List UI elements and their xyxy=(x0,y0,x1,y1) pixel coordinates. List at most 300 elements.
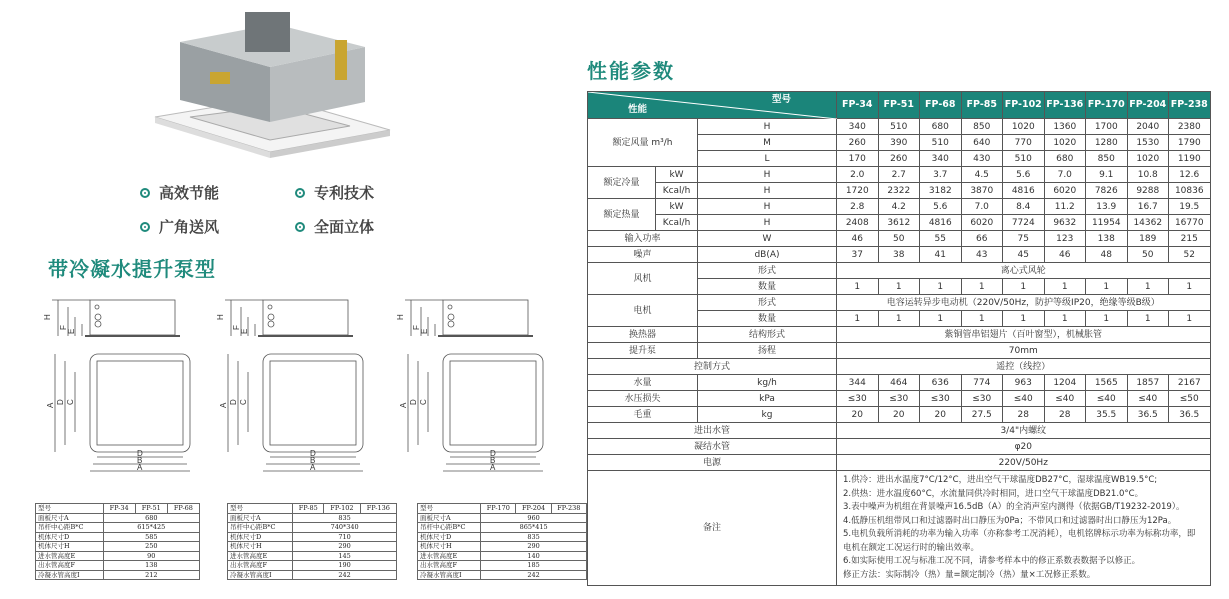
value-cell: 13.9 xyxy=(1086,199,1128,215)
value-cell: 8.4 xyxy=(1003,199,1045,215)
diagram-label-D: D xyxy=(137,449,143,458)
value-cell: 1790 xyxy=(1169,135,1211,151)
dimension-row xyxy=(36,523,200,533)
noise-row xyxy=(588,247,1211,263)
dimension-value: 290 xyxy=(481,542,587,552)
value-cell: 52 xyxy=(1169,247,1211,263)
value-cell: 1 xyxy=(1086,311,1128,327)
dimension-value: 212 xyxy=(103,570,199,580)
pipe-value: 3/4"内螺纹 xyxy=(837,423,1211,439)
dimension-label: 吊杆中心距B*C xyxy=(418,523,481,533)
value-cell: 46 xyxy=(1044,247,1086,263)
power-label: 输入功率 xyxy=(588,231,698,247)
sub-label: 数量 xyxy=(698,279,837,295)
value-cell: 215 xyxy=(1169,231,1211,247)
dimension-value: 140 xyxy=(481,551,587,561)
section-title: 带冷凝水提升泵型 xyxy=(48,257,216,281)
dimension-row xyxy=(36,513,200,523)
condensate-value: φ20 xyxy=(837,439,1211,455)
dimension-value: 680 xyxy=(103,513,199,523)
value-cell: 170 xyxy=(837,151,879,167)
value-cell: ≤30 xyxy=(920,391,962,407)
value-cell: 7826 xyxy=(1086,183,1128,199)
dimension-value: 250 xyxy=(103,542,199,552)
value-cell: 1 xyxy=(920,279,962,295)
bullet-icon xyxy=(295,222,305,232)
mode-cell: H xyxy=(698,183,837,199)
pressure_loss-label: 水压损失 xyxy=(588,391,698,407)
sub-label: 结构形式 xyxy=(698,327,837,343)
value-cell: 774 xyxy=(961,375,1003,391)
value-cell: 2408 xyxy=(837,215,879,231)
dimension-label: 冷凝水管高度I xyxy=(228,570,293,580)
control-row xyxy=(588,359,1211,375)
value-cell: 7724 xyxy=(1003,215,1045,231)
heat_exchanger-value: 紫铜管串铝翅片（百叶窗型），机械胀管 xyxy=(837,327,1211,343)
value-cell: 16770 xyxy=(1169,215,1211,231)
spec-title: 性能参数 xyxy=(587,59,675,83)
model-label: 型号 xyxy=(772,94,792,105)
dimension-row xyxy=(228,561,397,571)
value-cell: 9288 xyxy=(1127,183,1169,199)
dimension-value: 138 xyxy=(103,561,199,571)
value-cell: 4816 xyxy=(920,215,962,231)
unit-cell: Kcal/h xyxy=(656,215,698,231)
diagram-label-H: H xyxy=(396,314,405,320)
value-cell: 28 xyxy=(1003,407,1045,423)
unit-cell: kg xyxy=(698,407,837,423)
model-header: FP-34 xyxy=(837,92,879,119)
value-cell: 1360 xyxy=(1044,119,1086,135)
dimension-label: 机体尺寸H xyxy=(228,542,293,552)
value-cell: 1204 xyxy=(1044,375,1086,391)
cooling-row xyxy=(588,183,1211,199)
value-cell: 66 xyxy=(961,231,1003,247)
fan-type-row xyxy=(588,263,1211,279)
airflow-row xyxy=(588,119,1211,135)
dimension-row xyxy=(418,561,587,571)
value-cell: 3612 xyxy=(878,215,920,231)
water_flow-label: 水量 xyxy=(588,375,698,391)
value-cell: 510 xyxy=(1003,151,1045,167)
heating-row xyxy=(588,199,1211,215)
model-header: FP-238 xyxy=(1169,92,1211,119)
value-cell: 189 xyxy=(1127,231,1169,247)
value-cell: 50 xyxy=(1127,247,1169,263)
diagram-label-A: A xyxy=(137,463,143,472)
value-cell: 36.5 xyxy=(1169,407,1211,423)
model-header: FP-68 xyxy=(167,504,199,514)
unit-cell: kPa xyxy=(698,391,837,407)
header-row xyxy=(588,92,1211,119)
value-cell: ≤40 xyxy=(1044,391,1086,407)
diagram-label-F: F xyxy=(59,325,68,330)
pump-row xyxy=(588,343,1211,359)
model-header: FP-51 xyxy=(878,92,920,119)
diagram-label-B: B xyxy=(310,456,316,465)
value-cell: ≤50 xyxy=(1169,391,1211,407)
condensate-row xyxy=(588,439,1211,455)
diagram-label-D: D xyxy=(409,399,418,405)
value-cell: 2.8 xyxy=(837,199,879,215)
diagram-label-D: D xyxy=(229,399,238,405)
diagram-label-A: A xyxy=(399,402,408,408)
dimension-value: 710 xyxy=(293,532,397,542)
model-header: FP-34 xyxy=(103,504,135,514)
value-cell: 3870 xyxy=(961,183,1003,199)
model-header: FP-136 xyxy=(1044,92,1086,119)
dimension-value: 960 xyxy=(481,513,587,523)
diagram-label-D: D xyxy=(490,449,496,458)
value-cell: 963 xyxy=(1003,375,1045,391)
value-cell: 1 xyxy=(1127,279,1169,295)
value-cell: 1 xyxy=(878,279,920,295)
value-cell: 36.5 xyxy=(1127,407,1169,423)
dimension-label: 机体尺寸D xyxy=(418,532,481,542)
dimension-row xyxy=(418,523,587,533)
diagram-label-D: D xyxy=(56,399,65,405)
diagram-label-E: E xyxy=(240,328,249,334)
dimension-label: 出水管高度F xyxy=(228,561,293,571)
power_supply-value: 220V/50Hz xyxy=(837,455,1211,471)
value-cell: 1 xyxy=(837,279,879,295)
feature-label: 专利技术 xyxy=(314,184,375,202)
value-cell: 680 xyxy=(1044,151,1086,167)
value-cell: 1 xyxy=(1044,279,1086,295)
value-cell: 5.6 xyxy=(920,199,962,215)
fan-label: 风机 xyxy=(588,263,698,295)
model-header: FP-51 xyxy=(135,504,167,514)
model-header: FP-238 xyxy=(551,504,586,514)
diagram-label-D: D xyxy=(310,449,316,458)
dimension-label: 机体尺寸D xyxy=(36,532,104,542)
water_flow-row xyxy=(588,375,1211,391)
value-cell: 10836 xyxy=(1169,183,1211,199)
unit-cell: Kcal/h xyxy=(656,183,698,199)
header-diagonal-cell xyxy=(588,92,837,119)
model-header: FP-170 xyxy=(481,504,516,514)
dimension-label: 进水管高度E xyxy=(36,551,104,561)
value-cell: 1190 xyxy=(1169,151,1211,167)
value-cell: 260 xyxy=(878,151,920,167)
dimension-value: 242 xyxy=(481,570,587,580)
value-cell: 48 xyxy=(1086,247,1128,263)
mode-cell: H xyxy=(698,119,837,135)
value-cell: 2322 xyxy=(878,183,920,199)
dimension-table xyxy=(417,503,587,580)
value-cell: 27.5 xyxy=(961,407,1003,423)
unit-cell: kg/h xyxy=(698,375,837,391)
pipe-label: 进出水管 xyxy=(588,423,837,439)
notes-label: 备注 xyxy=(588,471,837,586)
value-cell: 1020 xyxy=(1044,135,1086,151)
value-cell: 1 xyxy=(1169,311,1211,327)
fan-type-value: 离心式风轮 xyxy=(837,263,1211,279)
diagram-label-H: H xyxy=(43,314,52,320)
diagram-label-C: C xyxy=(419,399,428,405)
diagram-label-E: E xyxy=(420,328,429,334)
value-cell: 4.2 xyxy=(878,199,920,215)
diagram-label-C: C xyxy=(66,399,75,405)
mode-cell: H xyxy=(698,199,837,215)
value-cell: 390 xyxy=(878,135,920,151)
value-cell: 14362 xyxy=(1127,215,1169,231)
value-cell: 3182 xyxy=(920,183,962,199)
feature-label: 全面立体 xyxy=(314,218,375,236)
dimension-row xyxy=(36,570,200,580)
dimension-row xyxy=(36,542,200,552)
dimension-row xyxy=(228,532,397,542)
value-cell: 1565 xyxy=(1086,375,1128,391)
value-cell: ≤30 xyxy=(878,391,920,407)
value-cell: 1530 xyxy=(1127,135,1169,151)
value-cell: 1 xyxy=(1127,311,1169,327)
dimension-value: 740*340 xyxy=(293,523,397,533)
diagonal-line xyxy=(588,92,837,119)
heating-row xyxy=(588,215,1211,231)
value-cell: 850 xyxy=(1086,151,1128,167)
value-cell: 1 xyxy=(1086,279,1128,295)
value-cell: 1 xyxy=(837,311,879,327)
motor-label: 电机 xyxy=(588,295,698,327)
value-cell: 4816 xyxy=(1003,183,1045,199)
value-cell: 770 xyxy=(1003,135,1045,151)
dimension-value: 242 xyxy=(293,570,397,580)
diagram-label-B: B xyxy=(137,456,143,465)
value-cell: 1280 xyxy=(1086,135,1128,151)
dimension-label: 面板尺寸A xyxy=(418,513,481,523)
weight-label: 毛重 xyxy=(588,407,698,423)
model-header: FP-102 xyxy=(1003,92,1045,119)
note-line: 4.低静压机组带风口和过滤器时出口静压为0Pa；不带风口和过滤器时出口静压为12Pa。 xyxy=(843,515,1177,526)
value-cell: 680 xyxy=(920,119,962,135)
value-cell: 430 xyxy=(961,151,1003,167)
pump-label: 提升泵 xyxy=(588,343,698,359)
dimension-label: 机体尺寸D xyxy=(228,532,293,542)
dimension-label: 进水管高度E xyxy=(228,551,293,561)
feature-label: 高效节能 xyxy=(159,184,220,202)
motor-type-row xyxy=(588,295,1211,311)
sub-label: 形式 xyxy=(698,295,837,311)
dimension-value: 145 xyxy=(293,551,397,561)
value-cell: 35.5 xyxy=(1086,407,1128,423)
bullet-icon xyxy=(295,188,305,198)
product-image xyxy=(150,2,395,170)
spec-table xyxy=(587,91,1211,586)
diagram-label-F: F xyxy=(412,325,421,330)
value-cell: 138 xyxy=(1086,231,1128,247)
dimension-label: 机体尺寸H xyxy=(418,542,481,552)
cooling-label: 额定冷量 xyxy=(588,167,656,199)
cooling-row xyxy=(588,167,1211,183)
dimension-label: 进水管高度E xyxy=(418,551,481,561)
airflow-label: 额定风量 m³/h xyxy=(588,119,698,167)
value-cell: 28 xyxy=(1044,407,1086,423)
value-cell: 3.7 xyxy=(920,167,962,183)
value-cell: 636 xyxy=(920,375,962,391)
value-cell: 2040 xyxy=(1127,119,1169,135)
value-cell: 4.5 xyxy=(961,167,1003,183)
dimension-row xyxy=(418,513,587,523)
value-cell: 5.6 xyxy=(1003,167,1045,183)
dimension-label: 面板尺寸A xyxy=(36,513,104,523)
diagram-label-A: A xyxy=(46,402,55,408)
value-cell: 1 xyxy=(961,279,1003,295)
note-line: 3.表中噪声为机组在背景噪声16.5dB（A）的全消声室内测得（依据GB/T19232-2019）。 xyxy=(843,502,1185,512)
value-cell: 19.5 xyxy=(1169,199,1211,215)
bullet-icon xyxy=(140,222,150,232)
weight-row xyxy=(588,407,1211,423)
feature-item xyxy=(140,182,219,203)
dimension-value: 290 xyxy=(293,542,397,552)
pump-value: 70mm xyxy=(837,343,1211,359)
dimension-label: 出水管高度F xyxy=(36,561,104,571)
value-cell: 1 xyxy=(1044,311,1086,327)
model-header: FP-136 xyxy=(360,504,396,514)
dimension-value: 185 xyxy=(481,561,587,571)
power_supply-label: 电源 xyxy=(588,455,837,471)
value-cell: 6020 xyxy=(1044,183,1086,199)
control-label: 控制方式 xyxy=(588,359,837,375)
value-cell: 510 xyxy=(878,119,920,135)
power-row xyxy=(588,231,1211,247)
dimension-label: 吊杆中心距B*C xyxy=(228,523,293,533)
value-cell: 45 xyxy=(1003,247,1045,263)
dimension-diagram xyxy=(40,290,200,480)
dimension-label: 冷凝水管高度I xyxy=(418,570,481,580)
header-label: 型号 xyxy=(36,504,104,514)
value-cell: 7.0 xyxy=(961,199,1003,215)
diagram-label-C: C xyxy=(239,399,248,405)
value-cell: 20 xyxy=(878,407,920,423)
dimension-row xyxy=(228,542,397,552)
value-cell: 464 xyxy=(878,375,920,391)
value-cell: 9632 xyxy=(1044,215,1086,231)
value-cell: 1720 xyxy=(837,183,879,199)
mode-cell: L xyxy=(698,151,837,167)
header-label: 型号 xyxy=(418,504,481,514)
model-header: FP-204 xyxy=(1127,92,1169,119)
value-cell: 1020 xyxy=(1003,119,1045,135)
mode-cell: H xyxy=(698,215,837,231)
value-cell: 41 xyxy=(920,247,962,263)
dimension-value: 585 xyxy=(103,532,199,542)
value-cell: 510 xyxy=(920,135,962,151)
dimension-value: 835 xyxy=(293,513,397,523)
value-cell: 640 xyxy=(961,135,1003,151)
motor-type-value: 电容运转异步电动机（220V/50Hz，防护等级IP20，绝缘等级B级） xyxy=(837,295,1211,311)
value-cell: 20 xyxy=(920,407,962,423)
diagram-label-A: A xyxy=(310,463,316,472)
value-cell: 1 xyxy=(920,311,962,327)
sub-label: 形式 xyxy=(698,263,837,279)
value-cell: 20 xyxy=(837,407,879,423)
noise-label: 噪声 xyxy=(588,247,698,263)
value-cell: 1700 xyxy=(1086,119,1128,135)
note-line: 5.电机负载所消耗的功率为输入功率（亦称参考工况消耗），电机铭牌标示功率为标称功率，即电机在额定工况运行时的输出效率。 xyxy=(843,529,1196,553)
condensate-label: 凝结水管 xyxy=(588,439,837,455)
value-cell: ≤40 xyxy=(1086,391,1128,407)
value-cell: 340 xyxy=(837,119,879,135)
dimension-row xyxy=(36,561,200,571)
unit-cell: kW xyxy=(656,199,698,215)
value-cell: 1 xyxy=(1003,279,1045,295)
note-line: 6.如实际使用工况与标准工况不同，请参考样本中的修正系数表数据予以修正。 xyxy=(843,556,1141,566)
dimension-label: 冷凝水管高度I xyxy=(36,570,104,580)
note-line: 2.供热：进水温度60°C，水流量同供冷时相同，进口空气干球温度DB21.0°C。 xyxy=(843,488,1144,499)
dimension-value: 190 xyxy=(293,561,397,571)
value-cell: 2.7 xyxy=(878,167,920,183)
dimension-row xyxy=(418,551,587,561)
sub-label: 扬程 xyxy=(698,343,837,359)
note-line: 修正方法：实际制冷（热）量=额定制冷（热）量×工况修正系数。 xyxy=(843,569,1096,580)
value-cell: 37 xyxy=(837,247,879,263)
diagram-label-B: B xyxy=(490,456,496,465)
value-cell: 75 xyxy=(1003,231,1045,247)
dimension-row xyxy=(36,532,200,542)
value-cell: 7.0 xyxy=(1044,167,1086,183)
unit-cell: W xyxy=(698,231,837,247)
unit-cell: kW xyxy=(656,167,698,183)
dimension-header-row xyxy=(36,504,200,514)
value-cell: 50 xyxy=(878,231,920,247)
dimension-row xyxy=(228,570,397,580)
value-cell: 123 xyxy=(1044,231,1086,247)
value-cell: 1857 xyxy=(1127,375,1169,391)
dimension-header-row xyxy=(418,504,587,514)
diagram-label-A: A xyxy=(219,402,228,408)
dimension-label: 吊杆中心距B*C xyxy=(36,523,104,533)
model-header: FP-170 xyxy=(1086,92,1128,119)
value-cell: 2167 xyxy=(1169,375,1211,391)
value-cell: 55 xyxy=(920,231,962,247)
value-cell: 46 xyxy=(837,231,879,247)
dimension-row xyxy=(418,570,587,580)
feature-label: 广角送风 xyxy=(159,218,220,236)
bullet-icon xyxy=(140,188,150,198)
dimension-row xyxy=(228,523,397,533)
pressure_loss-row xyxy=(588,391,1211,407)
notes-content xyxy=(837,471,1211,586)
value-cell: 1 xyxy=(1003,311,1045,327)
heating-label: 额定热量 xyxy=(588,199,656,231)
diagram-label-H: H xyxy=(216,314,225,320)
diagram-label-E: E xyxy=(67,328,76,334)
note-line: 1.供冷：进出水温度7°C/12°C，进出空气干球温度DB27°C，湿球温度WB19.5°C; xyxy=(843,475,1158,485)
pipe-row xyxy=(588,423,1211,439)
dimension-diagram xyxy=(213,290,373,480)
value-cell: ≤30 xyxy=(961,391,1003,407)
value-cell: 43 xyxy=(961,247,1003,263)
value-cell: 12.6 xyxy=(1169,167,1211,183)
feature-item xyxy=(295,216,374,237)
dimension-row xyxy=(228,551,397,561)
heat_exchanger-row xyxy=(588,327,1211,343)
value-cell: 9.1 xyxy=(1086,167,1128,183)
value-cell: 344 xyxy=(837,375,879,391)
value-cell: 1 xyxy=(878,311,920,327)
value-cell: 16.7 xyxy=(1127,199,1169,215)
dimension-header-row xyxy=(228,504,397,514)
value-cell: 2.0 xyxy=(837,167,879,183)
feature-item xyxy=(140,216,219,237)
sub-label: 数量 xyxy=(698,311,837,327)
model-header: FP-102 xyxy=(324,504,360,514)
unit-cell: dB(A) xyxy=(698,247,837,263)
dimension-label: 机体尺寸H xyxy=(36,542,104,552)
value-cell: 38 xyxy=(878,247,920,263)
mode-cell: M xyxy=(698,135,837,151)
